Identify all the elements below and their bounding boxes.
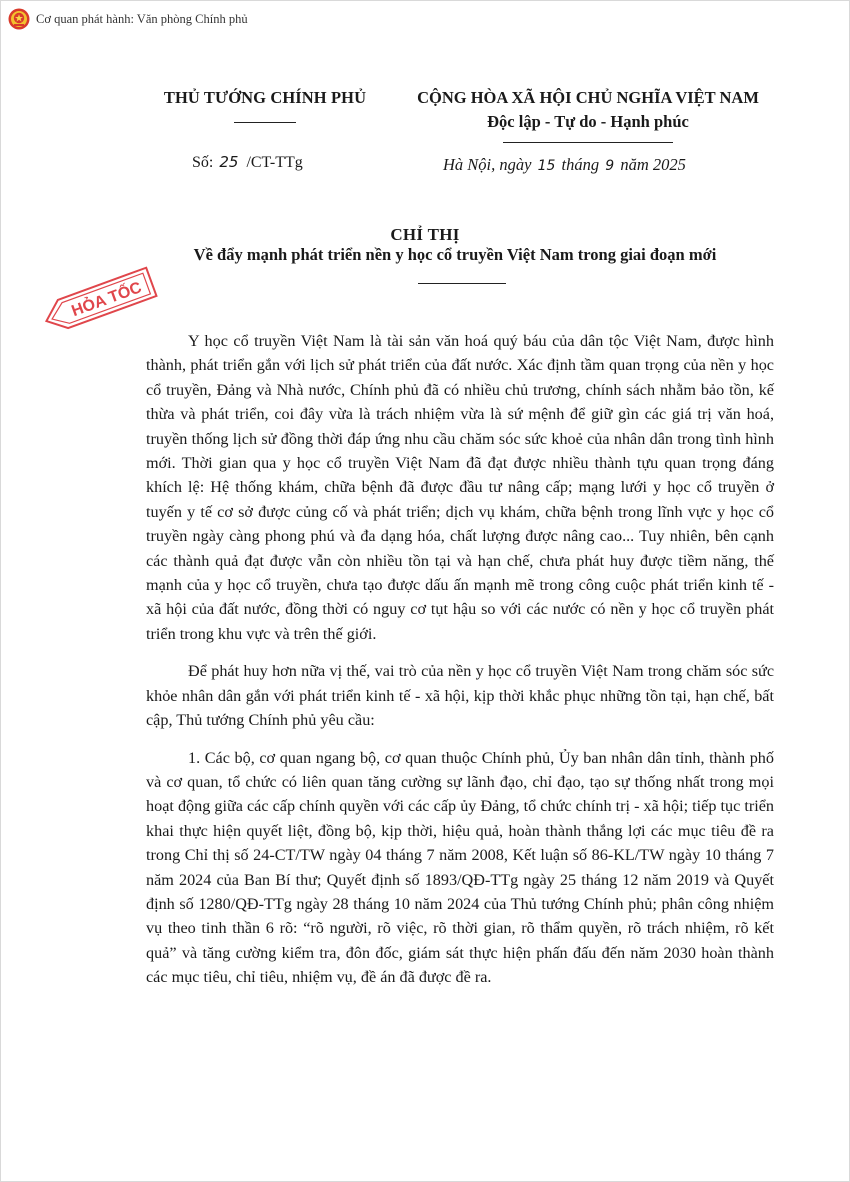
body-paragraph: Để phát huy hơn nữa vị thế, vai trò của nền y học cổ truyền Việt Nam trong chăm sóc sức khỏe nhân dân gắn với phát triển kinh tế - xã hội, kịp thời khắc phục những tồn tại, hạn chế, bất cập, Thủ tướng Chính phủ yêu cầu:	[146, 662, 774, 730]
body-paragraph: 1. Các bộ, cơ quan ngang bộ, cơ quan thuộc Chính phủ, Ủy ban nhân dân tỉnh, thành phố và cơ quan, tổ chức có liên quan tăng cường sự lãnh đạo, chỉ đạo, tạo sự thống nhất trong mọi hoạt động giữa các cấp chính quyền với các cấp ủy Đảng, tổ chức chính trị - xã hội; tiếp tục triển khai thực hiện quyết liệt, đồng bộ, kịp thời, hiệu quả, hoàn thành thắng lợi các mục tiêu đề ra trong Chỉ thị số 24-CT/TW ngày 04 tháng 7 năm 2008, Kết luận số 86-KL/TW ngày 10 tháng 7 năm 2024 của Ban Bí thư; Quyết định số 1893/QĐ-TTg ngày 25 tháng 12 năm 2019 và Quyết định số 1280/QĐ-TTg ngày 28 tháng 10 năm 2024 của Thủ tướng Chính phủ; phân công nhiệm vụ theo tinh thần 6 rõ: “rõ người, rõ việc, rõ thời gian, rõ thẩm quyền, rõ trách nhiệm, rõ kết quả” và tăng cường kiểm tra, đôn đốc, giám sát thực hiện phấn đấu đến năm 2030 hoàn thành các mục tiêu, chỉ tiêu, nhiệm vụ, đề án đã được đề ra.	[146, 748, 774, 987]
national-emblem-icon	[8, 8, 30, 30]
body-paragraph: Y học cổ truyền Việt Nam là tài sản văn hoá quý báu của dân tộc Việt Nam, được hình thành, phát triển gắn với lịch sử phát triển của đất nước. Xác định tầm quan trọng của nền y học cổ truyền, Đảng và Nhà nước, Chính phủ đã có nhiều chủ trương, chính sách nhằm bảo tồn, kế thừa và phát triển, coi đây vừa là trách nhiệm vừa là sứ mệnh để giữ gìn các giá trị văn hoá, truyền thống lịch sử đồng thời đáp ứng nhu cầu chăm sóc sức khoẻ của nhân dân trong tình hình mới. Thời gian qua y học cổ truyền Việt Nam đã đạt được nhiều thành tựu quan trọng đáng khích lệ: Hệ thống khám, chữa bệnh đã được đầu tư nâng cấp; mạng lưới y học cổ truyền ở tuyến y tế cơ sở được củng cố và phát triển; dịch vụ khám, chữa bệnh trong lĩnh vực y học cổ truyền ngày càng phong phú và đa dạng hóa, chất lượng được nâng cao... Tuy nhiên, bên cạnh các thành quả đạt được vẫn còn nhiều tồn tại và hạn chế, chưa phát huy được tiềm năng, thế mạnh của y học cổ truyền, chưa tạo được dấu ấn mạnh mẽ trong công cuộc phát triển kinh tế - xã hội của đất nước, đồng thời có nguy cơ tụt hậu so với các nước có nền y học cổ truyền phát triển trong khu vực và trên thế giới.	[146, 332, 774, 643]
national-motto: Độc lập - Tự do - Hạnh phúc	[487, 112, 689, 131]
document-subject: Về đẩy mạnh phát triển nền y học cổ truyền Việt Nam trong giai đoạn mới	[193, 245, 717, 264]
motto-underline	[503, 142, 673, 143]
document-type: CHỈ THỊ	[390, 225, 460, 244]
document-number	[192, 153, 303, 172]
issuer-label: Cơ quan phát hành: Văn phòng Chính phủ	[36, 11, 248, 26]
authority-underline	[234, 122, 296, 123]
national-title-block	[392, 88, 784, 143]
date-day: 15	[537, 158, 556, 174]
date-part2: tháng	[561, 155, 600, 174]
subject-underline	[418, 283, 506, 284]
urgent-stamp-text: HỎA TỐC	[69, 279, 145, 321]
doc-number-value: 25	[219, 153, 239, 171]
national-title: CỘNG HÒA XÃ HỘI CHỦ NGHĨA VIỆT NAM	[417, 88, 759, 107]
date-part1: Hà Nội, ngày	[443, 155, 532, 174]
date-line	[443, 155, 686, 175]
urgent-stamp	[34, 262, 174, 334]
doc-number-suffix: /CT-TTg	[246, 154, 303, 171]
issuing-authority: THỦ TƯỚNG CHÍNH PHỦ	[163, 88, 367, 107]
issuer-bar	[8, 8, 248, 30]
document-body	[146, 329, 774, 1003]
date-part3: năm 2025	[620, 155, 686, 174]
doc-number-prefix: Số:	[192, 154, 214, 171]
date-month: 9	[605, 158, 615, 174]
issuing-authority-block	[150, 88, 380, 123]
